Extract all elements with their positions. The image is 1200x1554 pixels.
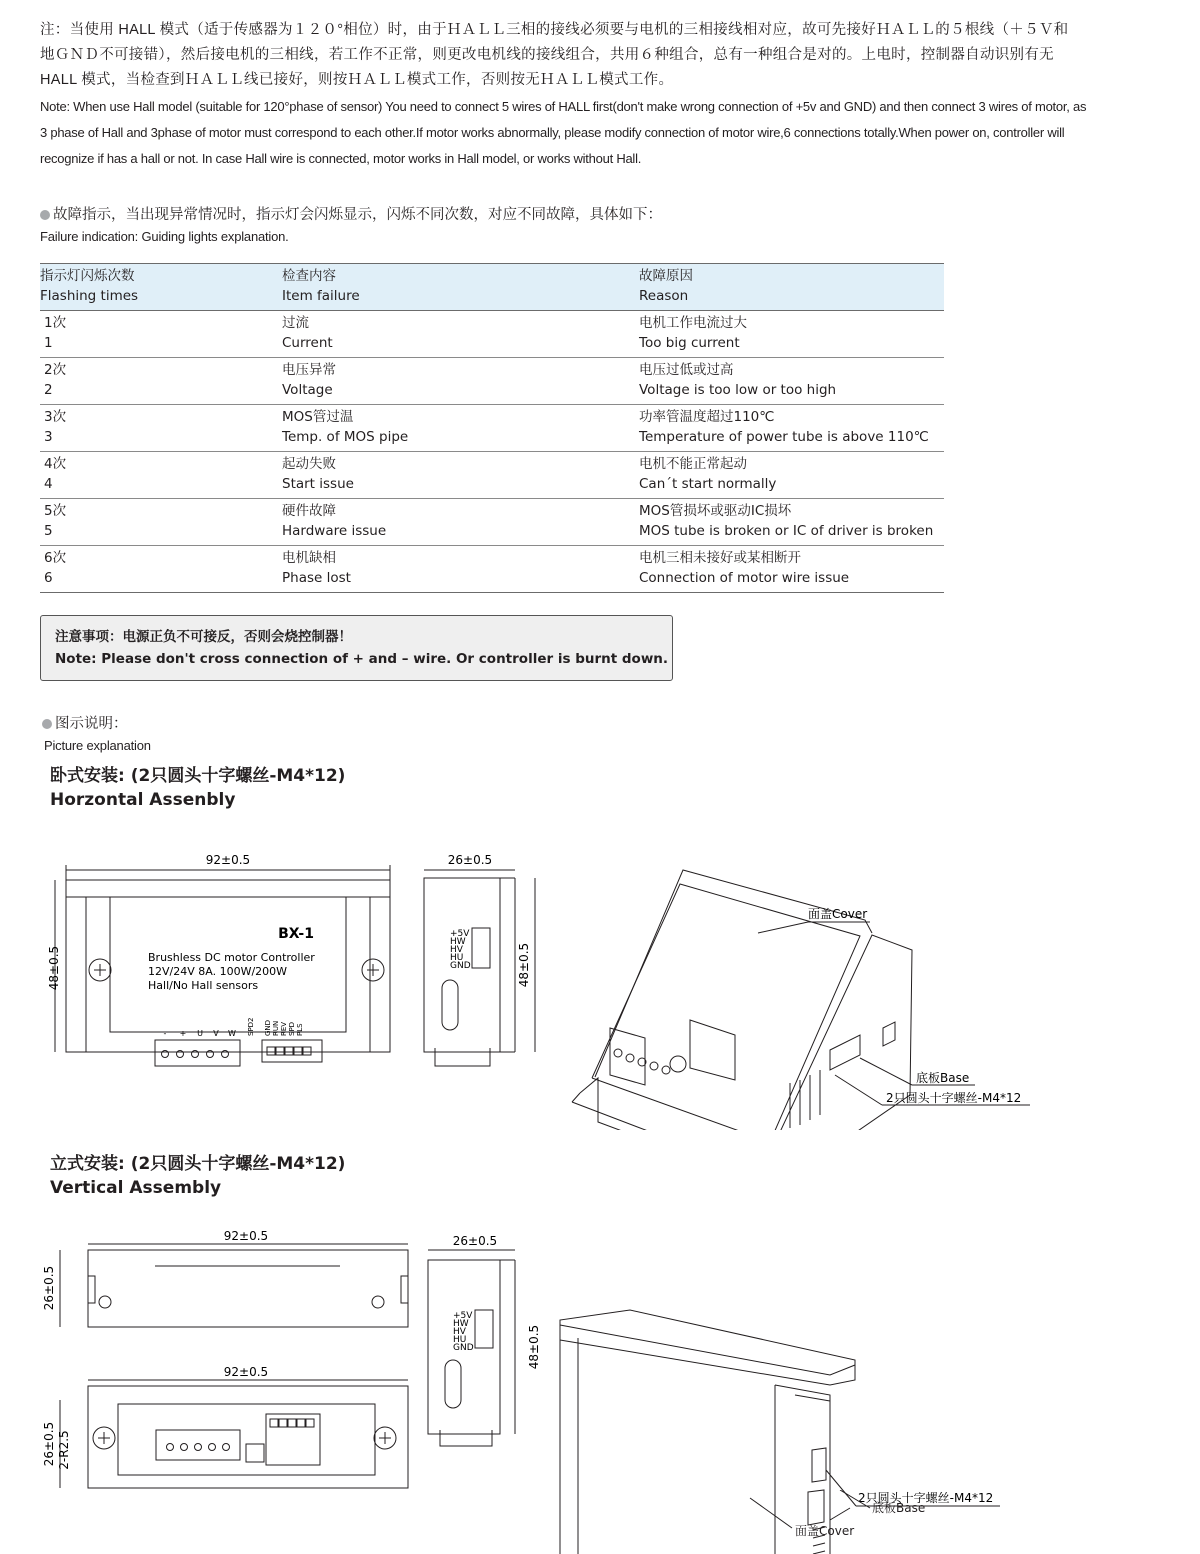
notice-cn: 注意事项：电源正负不可接反，否则会烧控制器！	[55, 629, 352, 645]
label-line: Hall/No Hall sensors	[148, 979, 259, 992]
hall-label: HW	[450, 937, 466, 947]
model-label: BX-1	[278, 926, 314, 942]
table-row	[40, 499, 944, 546]
dim-depth: 26±0.5	[447, 853, 493, 867]
cell-reason: 电压过低或过高 Voltage is too low or too high	[639, 358, 944, 405]
intro-cn-line: 地ＧＮＤ不可接错），然后接电机的三相线，若工作不正常，则更改电机线的接线组合，共用６种组合，总有一种组合是对的。上电时，控制器自动识别有无	[40, 47, 1054, 63]
dim-side-height: 48±0.5	[527, 1324, 541, 1370]
cell-item: 过流 Current	[282, 311, 639, 358]
cell-reason: MOS管损坏或驱动IC损坏 MOS tube is broken or IC of driver is broken	[639, 499, 944, 546]
terminal-label: -	[163, 1029, 167, 1038]
callout-base-vertical: 底板Base	[872, 1501, 926, 1515]
table-row	[40, 546, 944, 593]
table-row	[40, 311, 944, 358]
cell-reason: 电机不能正常起动 Can´t start normally	[639, 452, 944, 499]
signal-label: RUN	[272, 1020, 280, 1036]
cell-item: 起动失败 Start issue	[282, 452, 639, 499]
cell-item: 电压异常 Voltage	[282, 358, 639, 405]
column-header-flashing: 指示灯闪烁次数 Flashing times	[40, 264, 282, 311]
hall-label: HW	[453, 1319, 469, 1329]
bullet-icon	[40, 210, 50, 220]
dim-depth: 26±0.5	[452, 1234, 498, 1248]
cell-item: 硬件故障 Hardware issue	[282, 499, 639, 546]
signal-label: SPD	[288, 1021, 296, 1036]
intro-en-line: recognize if has a hall or not. In case Hall wire is connected, motor works in Hall model, or works without Hall.	[40, 151, 642, 166]
horizontal-title-cn: 卧式安装: (2只圆头十字螺丝-M4*12)	[50, 766, 346, 786]
intro-cn-line: HALL 模式，当检查到ＨＡＬＬ线已接好，则按ＨＡＬＬ模式工作，否则按无ＨＡＬＬ模式工作。	[40, 72, 674, 88]
pictures-heading-en: Picture explanation	[44, 738, 151, 753]
signal-label: SPD2	[247, 1017, 255, 1036]
hall-label: HV	[453, 1327, 466, 1337]
vertical-drawing	[0, 1220, 1200, 1554]
dim-width: 92±0.5	[223, 1229, 269, 1243]
hall-label: HU	[453, 1335, 467, 1345]
dim-height: 48±0.5	[47, 945, 61, 991]
callout-screw: 2只圆头十字螺丝-M4*12	[886, 1091, 1022, 1105]
dim-side-height: 48±0.5	[517, 942, 531, 988]
bullet-icon	[42, 719, 52, 729]
vertical-callout-leaders	[740, 1490, 880, 1540]
notice-box	[40, 615, 673, 681]
horizontal-title-en: Horzontal Assenbly	[50, 790, 236, 810]
vertical-title-cn: 立式安装: (2只圆头十字螺丝-M4*12)	[50, 1154, 346, 1174]
callout-cover-vertical: 面盖Cover	[795, 1524, 855, 1538]
cell-times: 2次 2	[40, 358, 282, 405]
pictures-heading	[42, 712, 128, 733]
failure-heading-en: Failure indication: Guiding lights explanation.	[40, 229, 289, 244]
hall-label: GND	[450, 961, 471, 971]
vertical-title-en: Vertical Assembly	[50, 1178, 222, 1198]
cell-times: 4次 4	[40, 452, 282, 499]
dim-radius: 2-R2.5	[57, 1430, 71, 1470]
terminal-label: W	[228, 1029, 236, 1038]
terminal-label: V	[213, 1029, 219, 1038]
hall-label: HU	[450, 953, 464, 963]
pictures-heading-cn: 图示说明：	[55, 716, 128, 732]
hall-label: +5V	[453, 1311, 473, 1321]
vertical-title	[50, 1152, 345, 1200]
notice-en: Note: Please don't cross connection of + and – wire. Or controller is burnt down.	[55, 651, 669, 667]
callout-cover: 面盖Cover	[808, 907, 868, 921]
signal-label: GND	[264, 1019, 272, 1036]
hall-label: +5V	[450, 929, 470, 939]
column-header-item: 检查内容 Item failure	[282, 264, 639, 311]
terminal-label: U	[197, 1029, 203, 1038]
cell-reason: 电机工作电流过大 Too big current	[639, 311, 944, 358]
intro-cn	[40, 18, 1190, 93]
cell-reason: 电机三相未接好或某相断开 Connection of motor wire issue	[639, 546, 944, 593]
table-row	[40, 358, 944, 405]
intro-cn-line: 注：当使用 HALL 模式（适于传感器为１２０°相位）时，由于ＨＡＬＬ三相的接线必须要与电机的三相接线相对应，故可先接好ＨＡＬＬ的５根线（＋５Ｖ和	[40, 22, 1069, 38]
hall-label: HV	[450, 945, 463, 955]
signal-label: PLS	[296, 1023, 304, 1036]
dim-height-top: 26±0.5	[42, 1265, 56, 1311]
cell-item: 电机缺相 Phase lost	[282, 546, 639, 593]
failure-heading-cn: 故障指示，当出现异常情况时，指示灯会闪烁显示，闪烁不同次数，对应不同故障，具体如下：	[53, 207, 662, 223]
terminal-label: +	[179, 1029, 187, 1038]
dim-width-bottom: 92±0.5	[223, 1365, 269, 1379]
failure-table	[40, 263, 944, 593]
table-row	[40, 452, 944, 499]
dim-width: 92±0.5	[205, 853, 251, 867]
label-line: 12V/24V 8A. 100W/200W	[148, 965, 288, 978]
table-header-row	[40, 264, 944, 311]
intro-en-line: 3 phase of Hall and 3phase of motor must correspond to each other.If motor works abnormally, please modify connection of motor wire,6 connections totally.When power on, controller will	[40, 125, 1065, 140]
callout-base: 底板Base	[916, 1071, 970, 1085]
cell-times: 6次 6	[40, 546, 282, 593]
hall-label: GND	[453, 1343, 474, 1353]
table-row	[40, 405, 944, 452]
intro-en-line: Note: When use Hall model (suitable for 120°phase of sensor) You need to connect 5 wires of HALL first(don't make wrong connection of +5v and GND) and then connect 3 wires of motor, as	[40, 99, 1087, 114]
cell-item: MOS管过温 Temp. of MOS pipe	[282, 405, 639, 452]
cell-times: 1次 1	[40, 311, 282, 358]
column-header-reason: 故障原因 Reason	[639, 264, 944, 311]
cell-reason: 功率管温度超过110℃ Temperature of power tube is above 110℃	[639, 405, 944, 452]
label-line: Brushless DC motor Controller	[148, 951, 315, 964]
cell-times: 5次 5	[40, 499, 282, 546]
cell-times: 3次 3	[40, 405, 282, 452]
intro-en	[40, 94, 1190, 172]
horizontal-title	[50, 764, 345, 812]
failure-heading	[40, 203, 662, 224]
callout-screw: 2只圆头十字螺丝-M4*12	[858, 1491, 994, 1505]
signal-label: REV	[280, 1021, 288, 1036]
dim-height-bottom: 26±0.5	[42, 1421, 56, 1467]
horizontal-drawing	[0, 840, 1200, 1130]
